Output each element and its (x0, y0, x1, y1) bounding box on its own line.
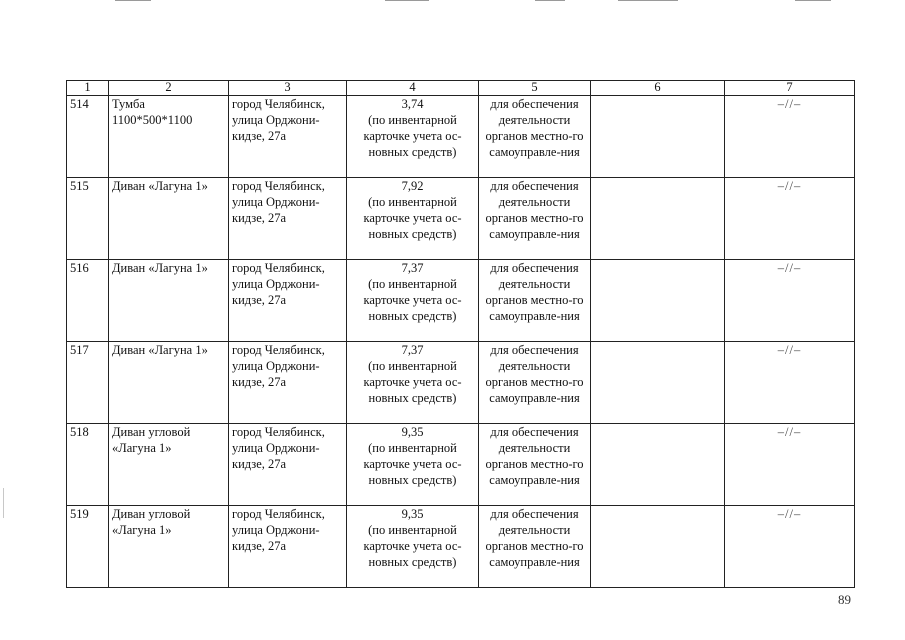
row-number-text: 518 (70, 425, 89, 439)
item-name-cell (109, 506, 229, 588)
purpose-cell (479, 260, 591, 342)
value-text: 9,35 (401, 507, 424, 521)
item-name-cell (109, 424, 229, 506)
table-row (67, 96, 855, 178)
row-number-cell (67, 260, 109, 342)
address-cell (229, 424, 347, 506)
header-cell: 1 (67, 81, 109, 96)
address-text: город Челябинск, улица Орджони-кидзе, 27а (232, 343, 325, 389)
purpose-text: для обеспечения деятельности органов местно-го самоуправле-ния (485, 425, 584, 487)
item-name-text: Диван угловой «Лагуна 1» (112, 507, 191, 537)
header-cell: 2 (109, 81, 229, 96)
ditto-mark-text: –//– (777, 507, 802, 521)
purpose-cell (479, 342, 591, 424)
value-text: (по инвентарной карточке учета ос-новных средств) (363, 523, 462, 569)
purpose-text: для обеспечения деятельности органов местно-го самоуправле-ния (485, 179, 584, 241)
header-cell: 3 (229, 81, 347, 96)
header-cell: 7 (725, 81, 855, 96)
value-text: (по инвентарной карточке учета ос-новных средств) (363, 441, 462, 487)
ditto-mark-cell (725, 342, 855, 424)
column6-cell (591, 260, 725, 342)
value-cell (347, 424, 479, 506)
value-cell (347, 342, 479, 424)
scan-artifact (3, 488, 4, 518)
purpose-cell (479, 506, 591, 588)
header-cell: 6 (591, 81, 725, 96)
table-row (67, 506, 855, 588)
purpose-cell (479, 178, 591, 260)
scan-artifact (115, 0, 151, 1)
address-cell (229, 342, 347, 424)
value-cell (347, 96, 479, 178)
value-text: 7,92 (401, 179, 424, 193)
ditto-mark-cell (725, 260, 855, 342)
address-cell (229, 96, 347, 178)
row-number-cell (67, 424, 109, 506)
row-number-cell (67, 506, 109, 588)
item-name-cell (109, 342, 229, 424)
purpose-text: для обеспечения деятельности органов местно-го самоуправле-ния (485, 261, 584, 323)
value-text: (по инвентарной карточке учета ос-новных средств) (363, 277, 462, 323)
ditto-mark-text: –//– (777, 261, 802, 275)
value-text: (по инвентарной карточке учета ос-новных средств) (363, 359, 462, 405)
purpose-text: для обеспечения деятельности органов местно-го самоуправле-ния (485, 97, 584, 159)
ditto-mark-text: –//– (777, 179, 802, 193)
item-name-cell (109, 96, 229, 178)
item-name-cell (109, 260, 229, 342)
ditto-mark-cell (725, 506, 855, 588)
purpose-text: для обеспечения деятельности органов местно-го самоуправле-ния (485, 507, 584, 569)
header-cell: 5 (479, 81, 591, 96)
value-text: 9,35 (401, 425, 424, 439)
item-name-text: Диван угловой «Лагуна 1» (112, 425, 191, 455)
scan-artifact (535, 0, 565, 1)
row-number-text: 516 (70, 261, 89, 275)
ditto-mark-text: –//– (777, 97, 802, 111)
purpose-cell (479, 96, 591, 178)
row-number-cell (67, 178, 109, 260)
value-cell (347, 178, 479, 260)
row-number-text: 519 (70, 507, 89, 521)
address-cell (229, 506, 347, 588)
ditto-mark-cell (725, 424, 855, 506)
value-text: (по инвентарной карточке учета ос-новных средств) (363, 113, 462, 159)
item-name-text: Диван «Лагуна 1» (112, 343, 208, 357)
item-name-text: Диван «Лагуна 1» (112, 179, 208, 193)
item-name-text: Диван «Лагуна 1» (112, 261, 208, 275)
column6-cell (591, 178, 725, 260)
address-text: город Челябинск, улица Орджони-кидзе, 27а (232, 179, 325, 225)
purpose-text: для обеспечения деятельности органов местно-го самоуправле-ния (485, 343, 584, 405)
purpose-cell (479, 424, 591, 506)
address-text: город Челябинск, улица Орджони-кидзе, 27а (232, 507, 325, 553)
address-text: город Челябинск, улица Орджони-кидзе, 27а (232, 261, 325, 307)
item-name-text: Тумба 1100*500*1100 (112, 97, 193, 127)
table-row (67, 342, 855, 424)
row-number-cell (67, 342, 109, 424)
address-cell (229, 178, 347, 260)
ditto-mark-text: –//– (777, 343, 802, 357)
value-text: (по инвентарной карточке учета ос-новных средств) (363, 195, 462, 241)
header-cell: 4 (347, 81, 479, 96)
ditto-mark-text: –//– (777, 425, 802, 439)
page-number: 89 (838, 592, 851, 607)
row-number-text: 515 (70, 179, 89, 193)
address-text: город Челябинск, улица Орджони-кидзе, 27а (232, 425, 325, 471)
table-row (67, 260, 855, 342)
scan-artifact (618, 0, 678, 1)
row-number-cell (67, 96, 109, 178)
scan-artifact (385, 0, 429, 1)
column6-cell (591, 424, 725, 506)
column6-cell (591, 342, 725, 424)
value-text: 7,37 (401, 343, 424, 357)
property-register-table (66, 80, 855, 588)
column6-cell (591, 96, 725, 178)
value-text: 3,74 (401, 97, 424, 111)
address-cell (229, 260, 347, 342)
ditto-mark-cell (725, 178, 855, 260)
column6-cell (591, 506, 725, 588)
value-text: 7,37 (401, 261, 424, 275)
table-row (67, 424, 855, 506)
ditto-mark-cell (725, 96, 855, 178)
header-row (67, 81, 855, 96)
row-number-text: 517 (70, 343, 89, 357)
item-name-cell (109, 178, 229, 260)
scan-artifact (795, 0, 831, 1)
address-text: город Челябинск, улица Орджони-кидзе, 27а (232, 97, 325, 143)
row-number-text: 514 (70, 97, 89, 111)
table-row (67, 178, 855, 260)
value-cell (347, 260, 479, 342)
value-cell (347, 506, 479, 588)
